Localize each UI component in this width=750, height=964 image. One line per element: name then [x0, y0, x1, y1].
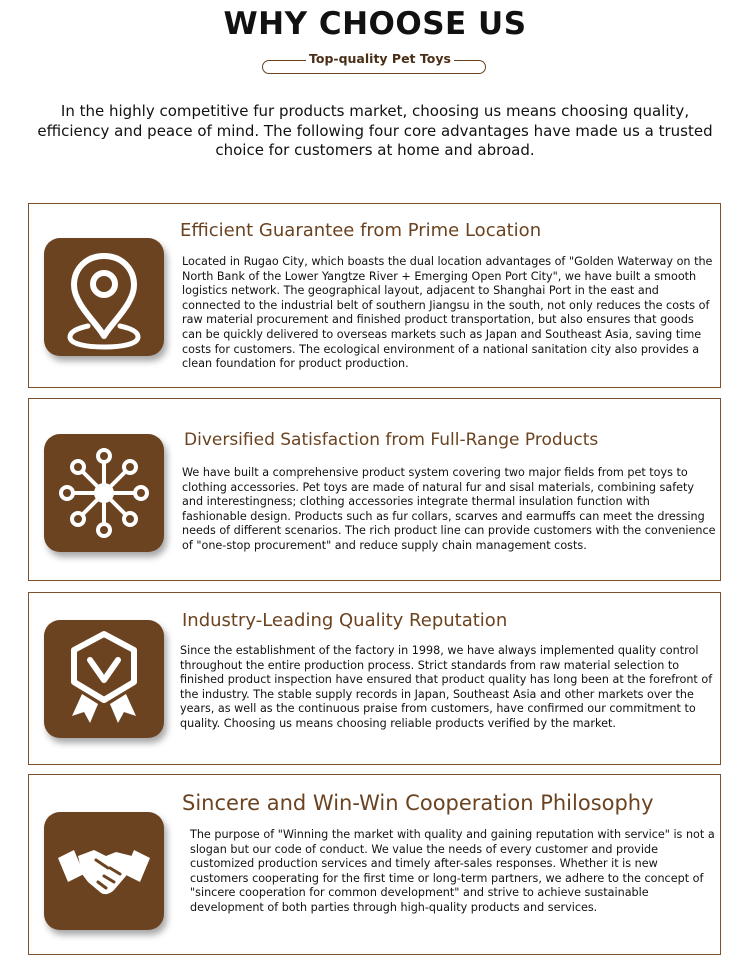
card-title: Industry-Leading Quality Reputation [182, 610, 508, 631]
page-title: WHY CHOOSE US [223, 6, 527, 42]
advantage-card-location [28, 203, 721, 388]
card-title: Sincere and Win-Win Cooperation Philosophy [182, 791, 654, 815]
intro-paragraph: In the highly competitive fur products market, choosing us means choosing quality, efficiency and peace of mind. The following four core advantages have made us a trusted choice for customers at home and abroad. [37, 102, 713, 159]
card-title: Diversified Satisfaction from Full-Range Products [184, 430, 599, 450]
network-hub-icon [44, 434, 164, 552]
advantage-card-quality [28, 592, 721, 765]
quality-badge-icon [44, 620, 164, 738]
advantage-card-cooperation [28, 774, 721, 955]
handshake-icon [44, 812, 164, 930]
card-body: We have built a comprehensive product system covering two major fields from pet toys to clothing accessories. Pet toys are made of natural fur and sisal materials, combining safety and interestingness; clothing accessories integrate thermal insulation function with fashionable design. Products such as fur collars, scarves and earmuffs can meet the dressing needs of different scenarios. The rich product line can provide customers with the convenience of "one-stop procurement" and reduce supply chain management costs. [182, 466, 716, 552]
card-title: Efficient Guarantee from Prime Location [180, 220, 542, 241]
card-body: Since the establishment of the factory in 1998, we have always implemented quality control throughout the entire production process. Strict standards from raw material selection to finished product inspection have ensured that product quality has long been at the forefront of the industry. The stable supply records in Japan, Southeast Asia and other markets over the years, as well as the continuous praise from customers, have confirmed our commitment to quality. Choosing us means choosing reliable products verified by the market. [180, 644, 713, 730]
card-body: The purpose of "Winning the market with quality and gaining reputation with service" is not a slogan but our code of conduct. We value the needs of every customer and provide customized production services and timely after-sales responses. Whether it is new customers cooperating for the first time or long-term partners, we adhere to the concept of "sincere cooperation for common development" and strive to achieve sustainable development of both parties through high-quality products and services. [190, 828, 715, 914]
location-pin-icon [44, 238, 164, 356]
advantage-card-products [28, 398, 721, 581]
card-body: Located in Rugao City, which boasts the dual location advantages of "Golden Waterway on the North Bank of the Lower Yangtze River + Emerging Open Port City", we have built a smooth logistics network. The geographical layout, adjacent to Shanghai Port in the east and connected to the industrial belt of southern Jiangsu in the south, not only reduces the costs of raw material procurement and finished product transportation, but also ensures that goods can be quickly delivered to overseas markets such as Japan and Southeast Asia, saving time costs for customers. The ecological environment of a national sanitation city also provides a clean foundation for product production. [182, 255, 713, 371]
subtitle: Top-quality Pet Toys [306, 51, 454, 66]
